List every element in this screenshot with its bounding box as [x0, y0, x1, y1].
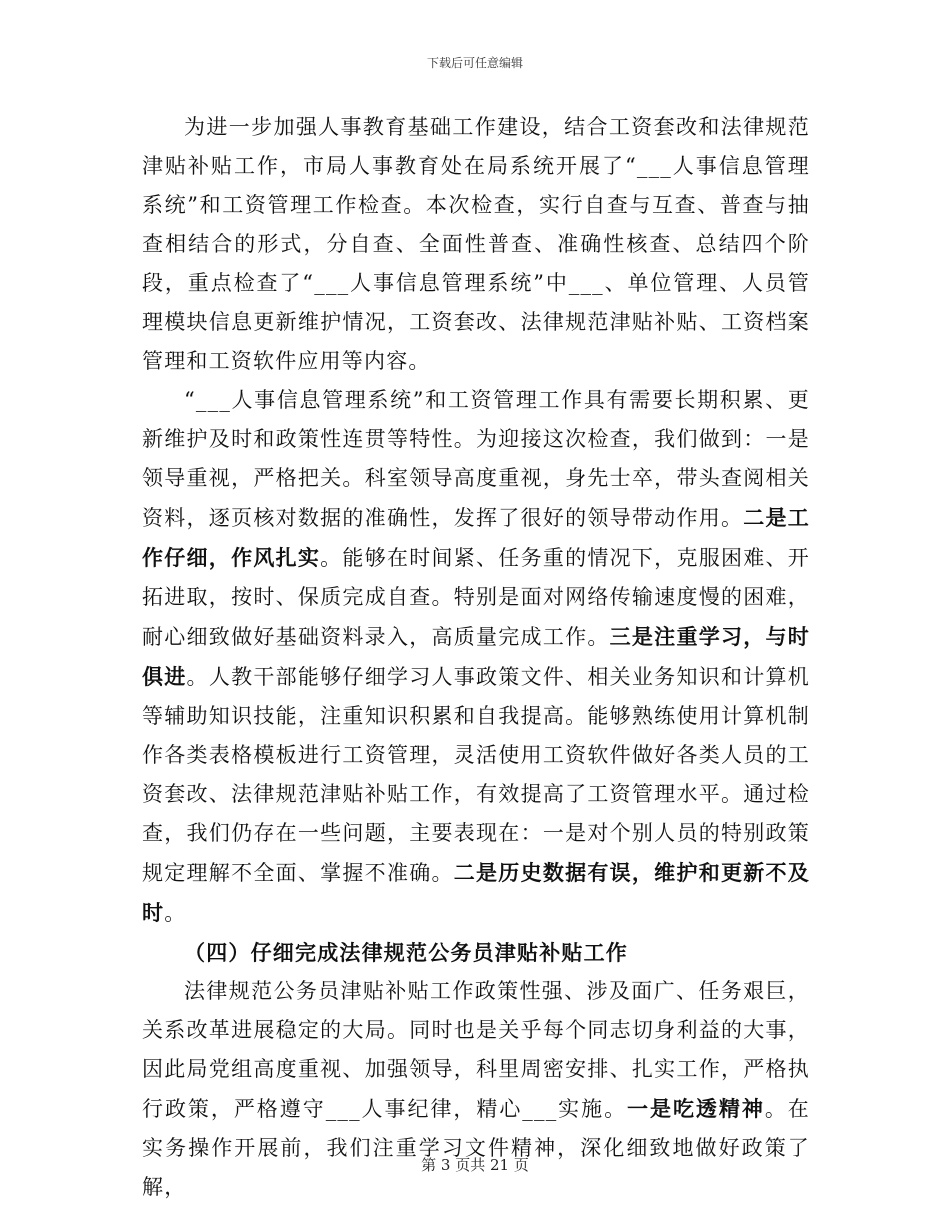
- paragraph-2-bold-d: 三是注重学习，与时俱进: [142, 624, 810, 689]
- paragraph-1: [142, 108, 810, 381]
- paragraph-3-bold-b: 一是吃透精神: [627, 1096, 765, 1121]
- paragraph-2-text-a: “___人事信息管理系统”和工资管理工作具有需要长期积累、更新维护及时和政策性连贯等特性。为迎接这次检查，我们做到：一是领导重视，严格把关。科室领导高度重视，身先士卒，带头查阅相关资料，逐页核对数据的准确性，发挥了很好的领导带动作用。: [142, 388, 810, 530]
- paragraph-2-bold-f: 二是历史数据有误，维护和更新不及时: [142, 860, 810, 925]
- paragraph-1-text: 为进一步加强人事教育基础工作建设，结合工资套改和法律规范津贴补贴工作，市局人事教育处在局系统开展了“___人事信息管理系统”和工资管理工作检查。本次检查，实行自查与互查、普查与抽查相结合的形式，分自查、全面性普查、准确性核查、总结四个阶段，重点检查了“___人事信息管理系统”中___、单位管理、人员管理模块信息更新维护情况，工资套改、法律规范津贴补贴、工资档案管理和工资软件应用等内容。: [142, 115, 810, 373]
- paragraph-2-text-g: 。: [164, 901, 187, 925]
- section-heading-4: （四）仔细完成法律规范公务员津贴补贴工作: [184, 940, 628, 965]
- document-body: [142, 108, 810, 1207]
- paragraph-3-text-c: 。在实务操作开展前，我们注重学习文件精神，深化细致地做好政策了解，: [142, 1097, 810, 1199]
- paragraph-2-bold-b: 二是工作仔细，作风扎实: [142, 505, 810, 570]
- paragraph-2-text-e: 。人教干部能够仔细学习人事政策文件、相关业务知识和计算机等辅助知识技能，注重知识积累和自我提高。能够熟练使用计算机制作各类表格模板进行工资管理，灵活使用工资软件做好各类人员的工资套改、法律规范津贴补贴工作，有效提高了工资管理水平。通过检查，我们仍存在一些问题，主要表现在：一是对个别人员的特别政策规定理解不全面、掌握不准确。: [142, 665, 810, 885]
- paragraph-2-text-c: 。能够在时间紧、任务重的情况下，克服困难、开拓进取，按时、保质完成自查。特别是面对网络传输速度慢的困难，耐心细致做好基础资料录入，高质量完成工作。: [142, 546, 810, 649]
- page-number-footer: 第 3 页共 21 页: [421, 1156, 529, 1174]
- paragraph-2: [142, 381, 810, 933]
- page-header-note: 下载后可任意编辑: [426, 56, 523, 70]
- paragraph-3-text-a: 法律规范公务员津贴补贴工作政策性强、涉及面广、任务艰巨，关系改革进展稳定的大局。同时也是关乎每个同志切身利益的大事，因此局党组高度重视、加强领导，科里周密安排、扎实工作，严格执行政策，严格遵守___人事纪律，精心___实施。: [142, 979, 810, 1121]
